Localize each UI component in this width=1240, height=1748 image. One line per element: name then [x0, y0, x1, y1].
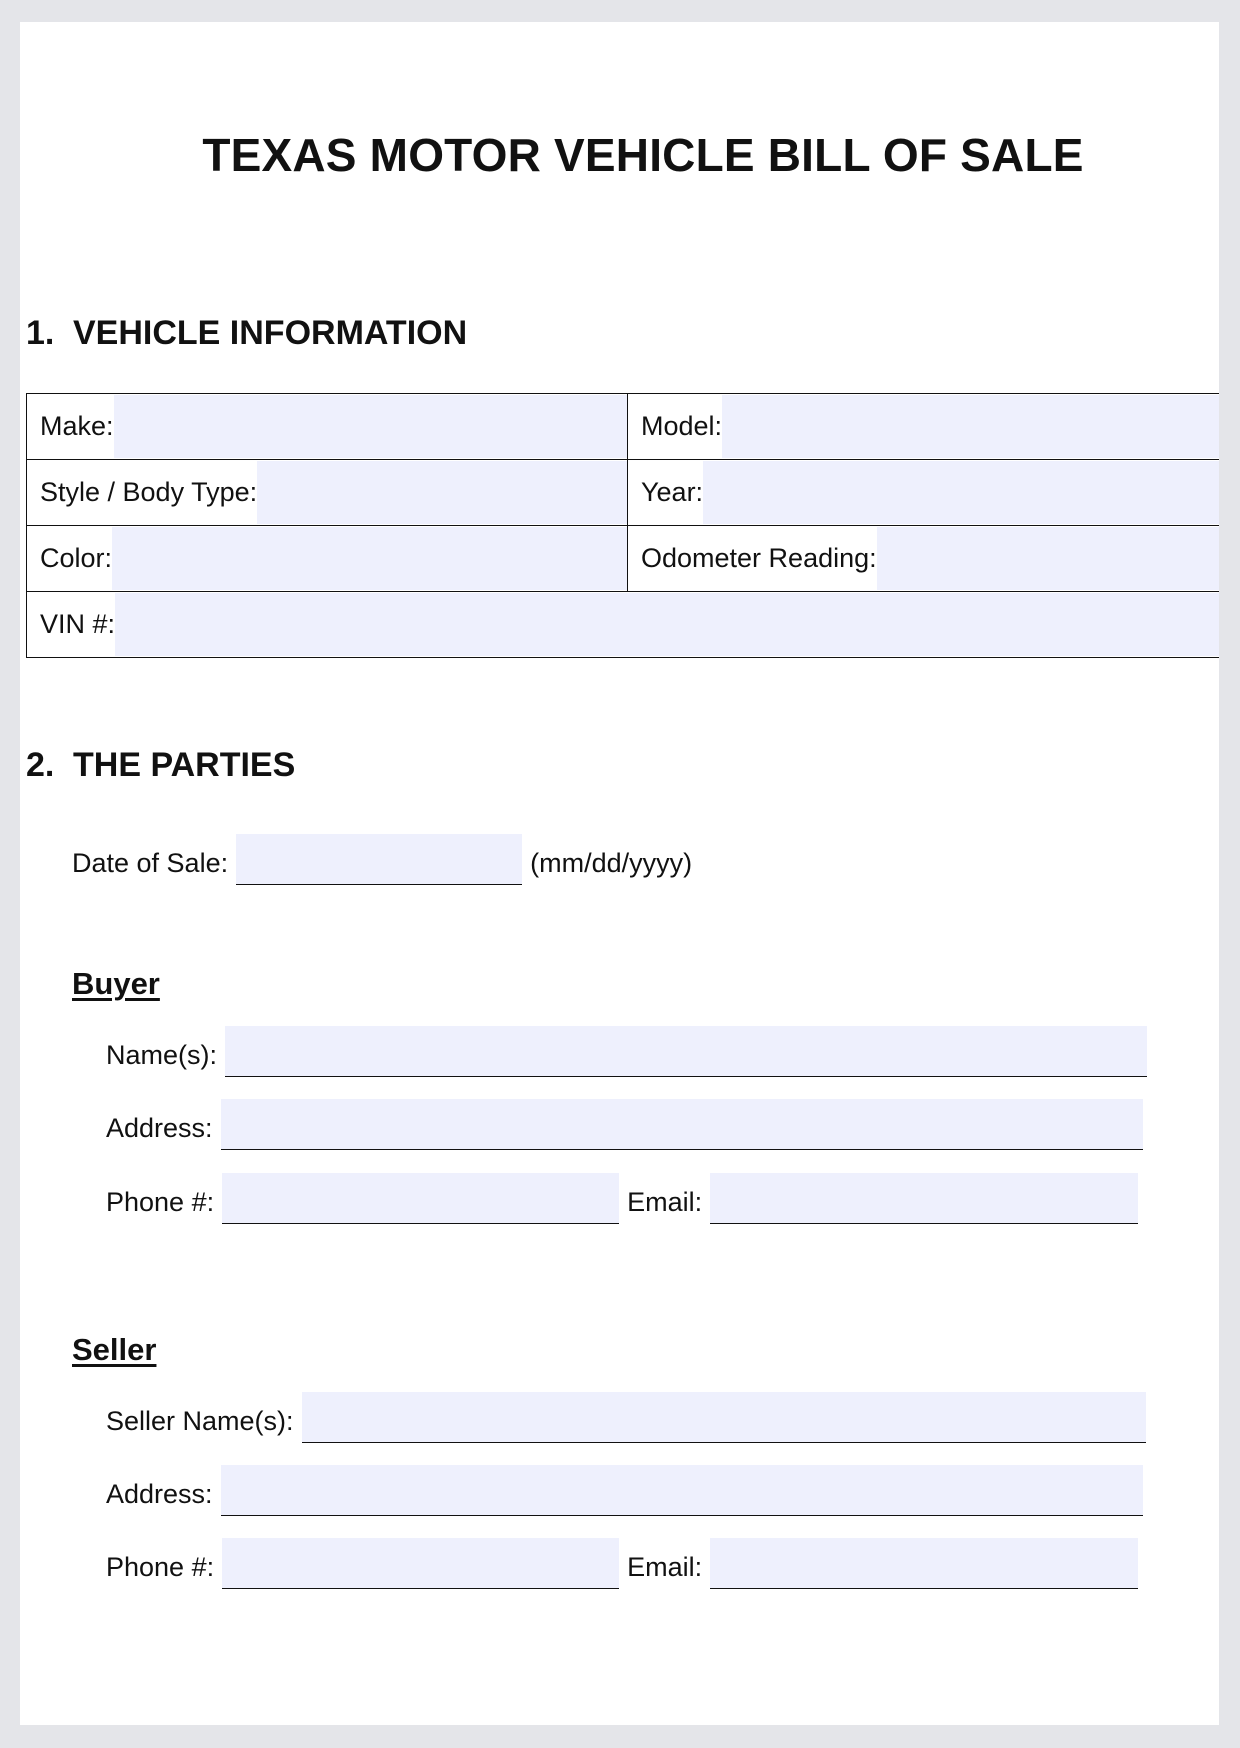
model-label: Model:	[641, 411, 723, 441]
buyer-address-field[interactable]	[221, 1099, 1143, 1150]
seller-email-field[interactable]	[710, 1538, 1138, 1589]
date-of-sale-field[interactable]	[236, 834, 522, 885]
seller-phone-label: Phone #:	[106, 1552, 215, 1582]
buyer-name-row	[106, 1026, 1147, 1077]
section-heading: VEHICLE INFORMATION	[73, 314, 468, 352]
date-format-hint: (mm/dd/yyyy)	[530, 848, 693, 878]
buyer-address-label: Address:	[106, 1113, 213, 1143]
seller-name-field[interactable]	[302, 1392, 1146, 1443]
section-number: 2.	[26, 746, 55, 784]
vin-cell	[27, 592, 1220, 658]
color-cell	[27, 526, 628, 592]
seller-name-label: Seller Name(s):	[106, 1406, 294, 1436]
seller-email-label: Email:	[627, 1552, 703, 1582]
color-field[interactable]	[112, 527, 627, 590]
section-heading: THE PARTIES	[73, 746, 296, 784]
vehicle-info-table	[26, 393, 1219, 658]
seller-heading: Seller	[72, 1332, 157, 1367]
model-field[interactable]	[722, 395, 1219, 458]
section-the-parties	[26, 746, 295, 785]
document-title: TEXAS MOTOR VEHICLE BILL OF SALE	[202, 129, 1084, 181]
buyer-address-row	[106, 1099, 1143, 1150]
model-cell	[628, 394, 1220, 460]
buyer-phone-label: Phone #:	[106, 1187, 215, 1217]
date-of-sale-label: Date of Sale:	[72, 848, 229, 878]
section-number: 1.	[26, 314, 55, 352]
buyer-phone-field[interactable]	[222, 1173, 619, 1224]
seller-name-row	[106, 1392, 1146, 1443]
seller-contact-row	[106, 1538, 1138, 1589]
odometer-label: Odometer Reading:	[641, 543, 877, 573]
buyer-name-label: Name(s):	[106, 1040, 218, 1070]
year-label: Year:	[641, 477, 704, 507]
buyer-email-field[interactable]	[710, 1173, 1138, 1224]
seller-address-label: Address:	[106, 1479, 213, 1509]
odometer-field[interactable]	[877, 527, 1219, 590]
style-field[interactable]	[257, 461, 627, 524]
odometer-cell	[628, 526, 1220, 592]
vin-field[interactable]	[115, 593, 1219, 656]
style-label: Style / Body Type:	[40, 477, 258, 507]
make-label: Make:	[40, 411, 114, 441]
seller-address-row	[106, 1465, 1143, 1516]
make-cell	[27, 394, 628, 460]
year-cell	[628, 460, 1220, 526]
date-of-sale-row	[72, 834, 692, 885]
seller-address-field[interactable]	[221, 1465, 1143, 1516]
make-field[interactable]	[114, 395, 627, 458]
buyer-contact-row	[106, 1173, 1138, 1224]
color-label: Color:	[40, 543, 113, 573]
year-field[interactable]	[703, 461, 1219, 524]
section-vehicle-information	[26, 314, 467, 353]
style-cell	[27, 460, 628, 526]
vin-label: VIN #:	[40, 609, 116, 639]
buyer-heading: Buyer	[72, 966, 160, 1001]
buyer-name-field[interactable]	[225, 1026, 1147, 1077]
buyer-email-label: Email:	[627, 1187, 703, 1217]
document-page	[20, 22, 1219, 1725]
seller-phone-field[interactable]	[222, 1538, 619, 1589]
